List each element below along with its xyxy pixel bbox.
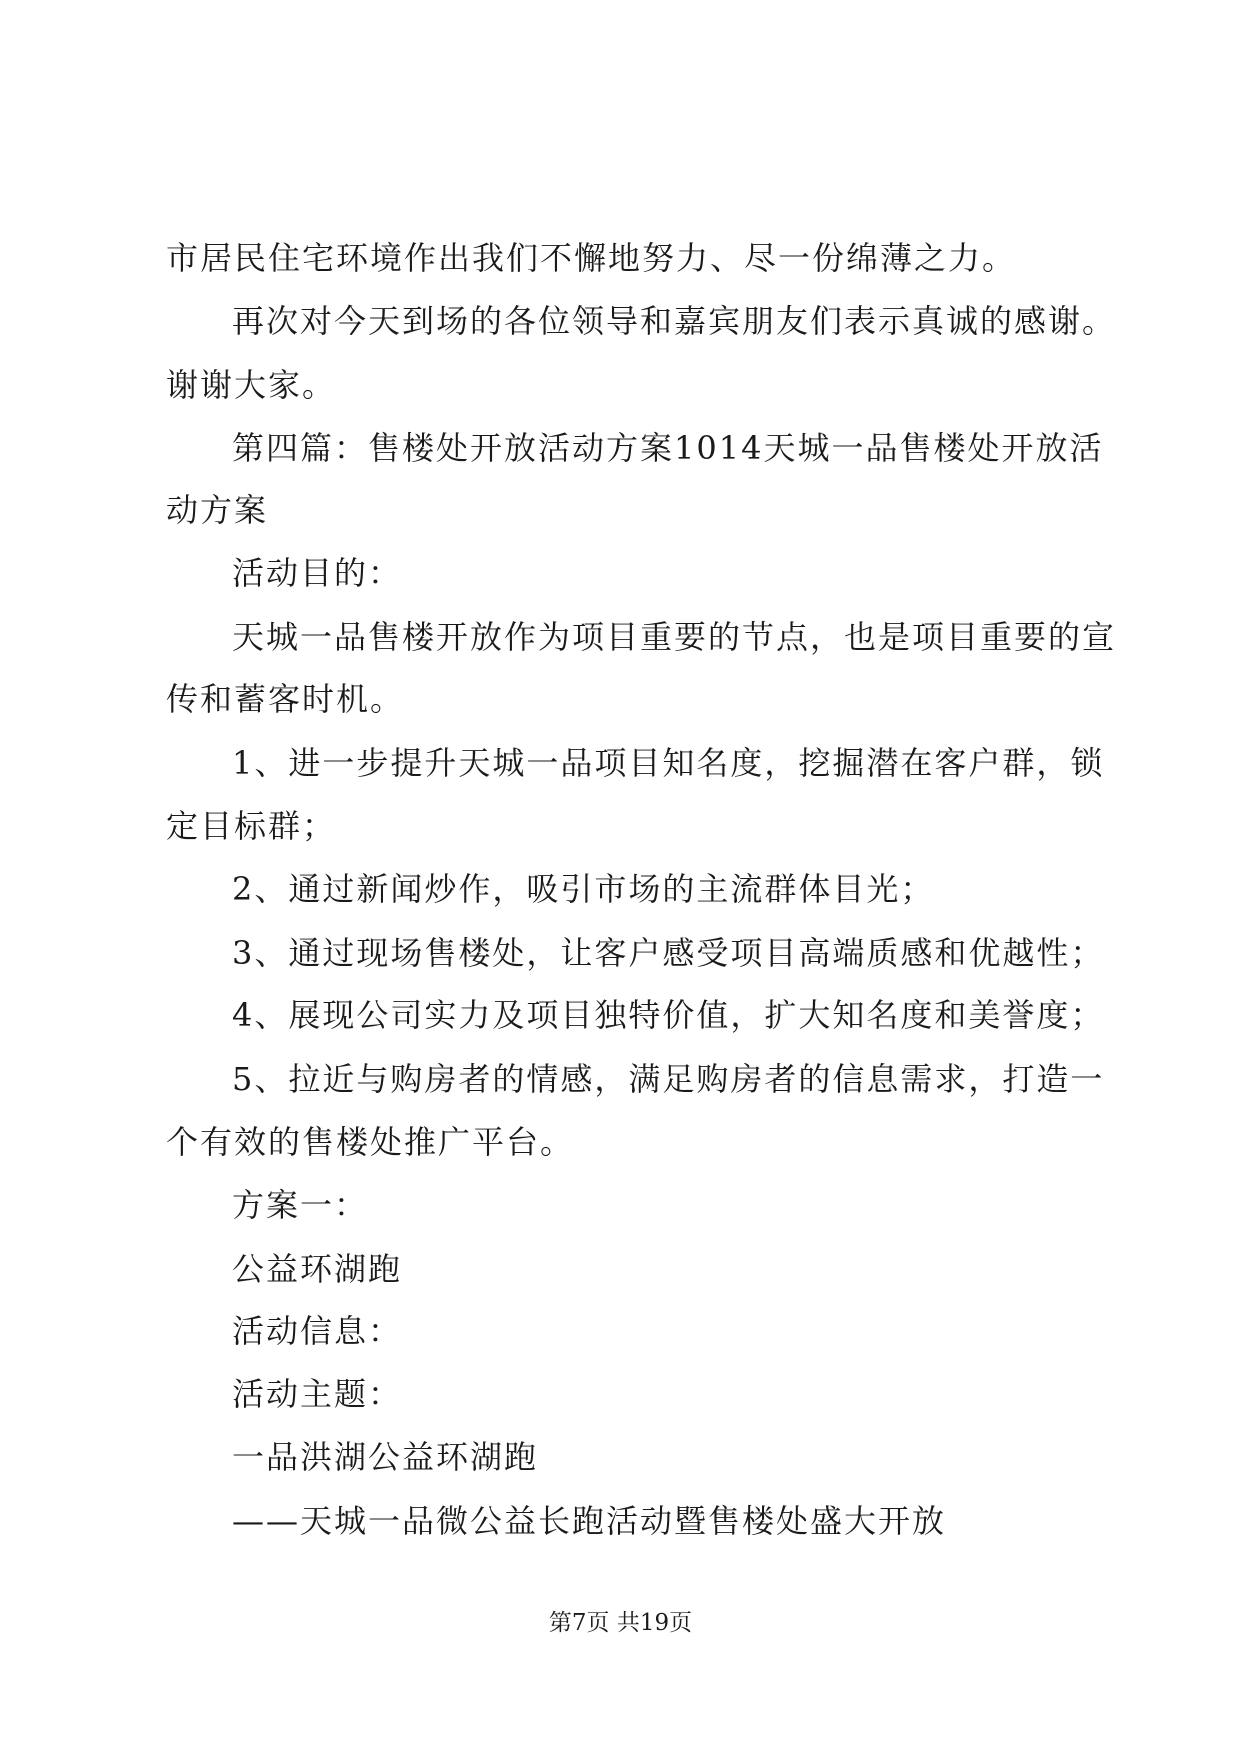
- section-heading-line: 第四篇：售楼处开放活动方案1014天城一品售楼处开放活: [232, 429, 1104, 467]
- list-item: 3、通过现场售楼处，让客户感受项目高端质感和优越性；: [232, 934, 1105, 972]
- paragraph-line: 天城一品售楼开放作为项目重要的节点，也是项目重要的宣: [232, 618, 1117, 656]
- paragraph-line: 活动目的：: [232, 554, 403, 592]
- paragraph-line: 市居民住宅环境作出我们不懈地努力、尽一份绵薄之力。: [166, 239, 1017, 277]
- page-number-footer: 第7页 共19页: [548, 1610, 693, 1636]
- list-item: 5、拉近与购房者的情感，满足购房者的信息需求，打造一: [232, 1060, 1105, 1098]
- paragraph-line: 公益环湖跑: [232, 1250, 403, 1288]
- list-item: 定目标群；: [166, 807, 337, 845]
- paragraph-line: 传和蓄客时机。: [166, 680, 405, 718]
- list-item: 个有效的售楼处推广平台。: [166, 1123, 575, 1161]
- list-item: 4、展现公司实力及项目独特价值，扩大知名度和美誉度；: [232, 996, 1105, 1034]
- list-item: 1、进一步提升天城一品项目知名度，挖掘潜在客户群，锁: [232, 744, 1105, 782]
- section-heading-line: 动方案: [166, 491, 269, 529]
- paragraph-line: ——天城一品微公益长跑活动暨售楼处盛大开放: [232, 1502, 947, 1540]
- paragraph-line: 活动信息：: [232, 1312, 403, 1350]
- paragraph-line: 再次对今天到场的各位领导和嘉宾朋友们表示真诚的感谢。: [232, 302, 1117, 340]
- paragraph-line: 一品洪湖公益环湖跑: [232, 1438, 539, 1476]
- paragraph-line: 谢谢大家。: [166, 366, 337, 404]
- paragraph-line: 方案一：: [232, 1186, 369, 1224]
- list-item: 2、通过新闻炒作，吸引市场的主流群体目光；: [232, 870, 935, 908]
- paragraph-line: 活动主题：: [232, 1375, 403, 1413]
